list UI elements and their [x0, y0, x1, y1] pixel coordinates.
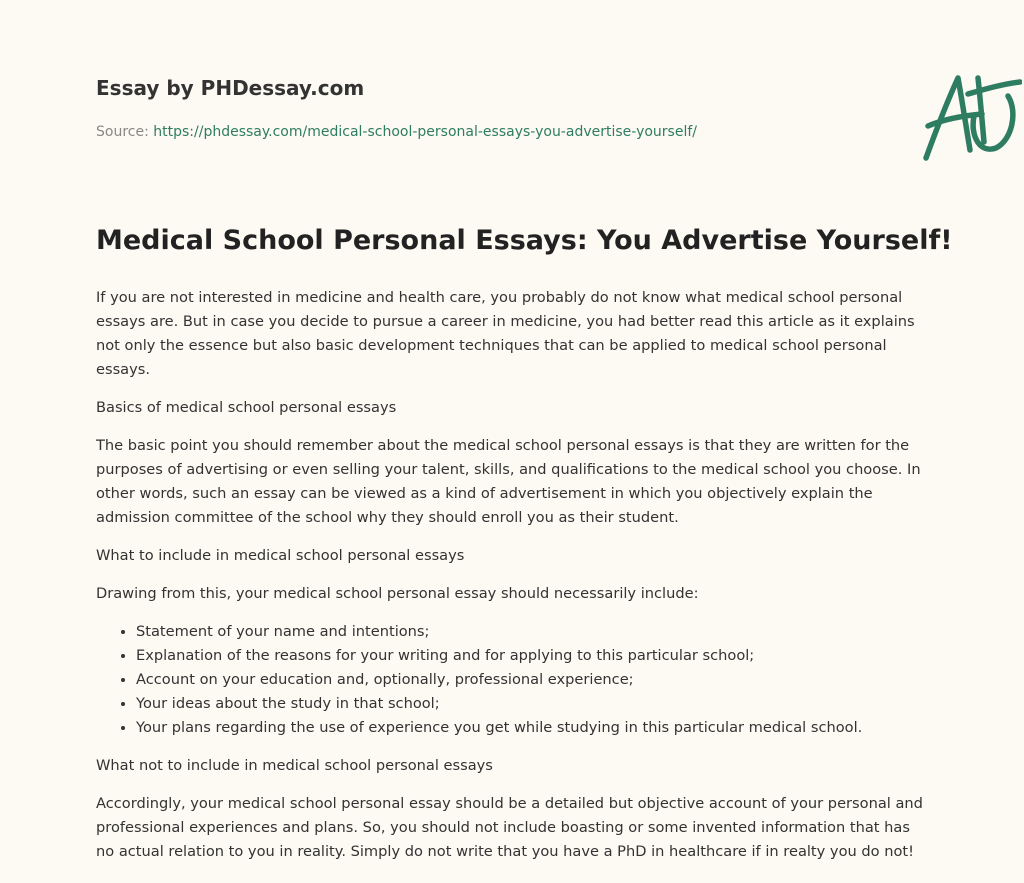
section-heading-include: What to include in medical school personal essays [96, 547, 465, 564]
list-item: • Explanation of the reasons for your writing and for applying to this particular school; [136, 644, 932, 668]
site-brand: Essay by PHDessay.com [96, 76, 365, 100]
section-heading-basics: Basics of medical school personal essays [96, 399, 397, 416]
basics-paragraph: The basic point you should remember about the medical school personal essays is that they are written for the purposes of advertising or even selling your talent, skills, and qualifications to the medical school you choose. In other words, such an essay can be viewed as a kind of advertisement in which you objectively explain the admission committee of the school why they should enroll you as their student. [96, 437, 921, 526]
essay-body [96, 286, 932, 878]
exclude-paragraph: Accordingly, your medical school personal essay should be a detailed but objective account of your personal and professional experiences and plans. So, you should not include boasting or some invented information that has no actual relation to you in reality. Simply do not write that you have a PhD in healthcare if in realty you do not! [96, 795, 923, 860]
list-item: • Your plans regarding the use of experience you get while studying in this particular medical school. [136, 716, 932, 740]
source-label: Source: [96, 124, 154, 140]
include-list [96, 620, 932, 740]
intro-paragraph: If you are not interested in medicine and health care, you probably do not know what medical school personal essays are. But in case you decide to pursue a career in medicine, you had better read this article as it explains not only the essence but also basic development techniques that can be applied to medical school personal essays. [96, 289, 915, 378]
section-heading-exclude: What not to include in medical school personal essays [96, 757, 493, 774]
list-item: • Statement of your name and intentions; [136, 620, 932, 644]
list-item: • Your ideas about the study in that school; [136, 692, 932, 716]
essay-title: Medical School Personal Essays: You Advertise Yourself! [96, 225, 953, 256]
a-plus-grade-logo-icon [922, 70, 1022, 162]
include-paragraph: Drawing from this, your medical school personal essay should necessarily include: [96, 585, 699, 602]
source-link[interactable]: https://phdessay.com/medical-school-personal-essays-you-advertise-yourself/ [153, 124, 697, 140]
source-line [96, 124, 697, 140]
list-item: • Account on your education and, optionally, professional experience; [136, 668, 932, 692]
